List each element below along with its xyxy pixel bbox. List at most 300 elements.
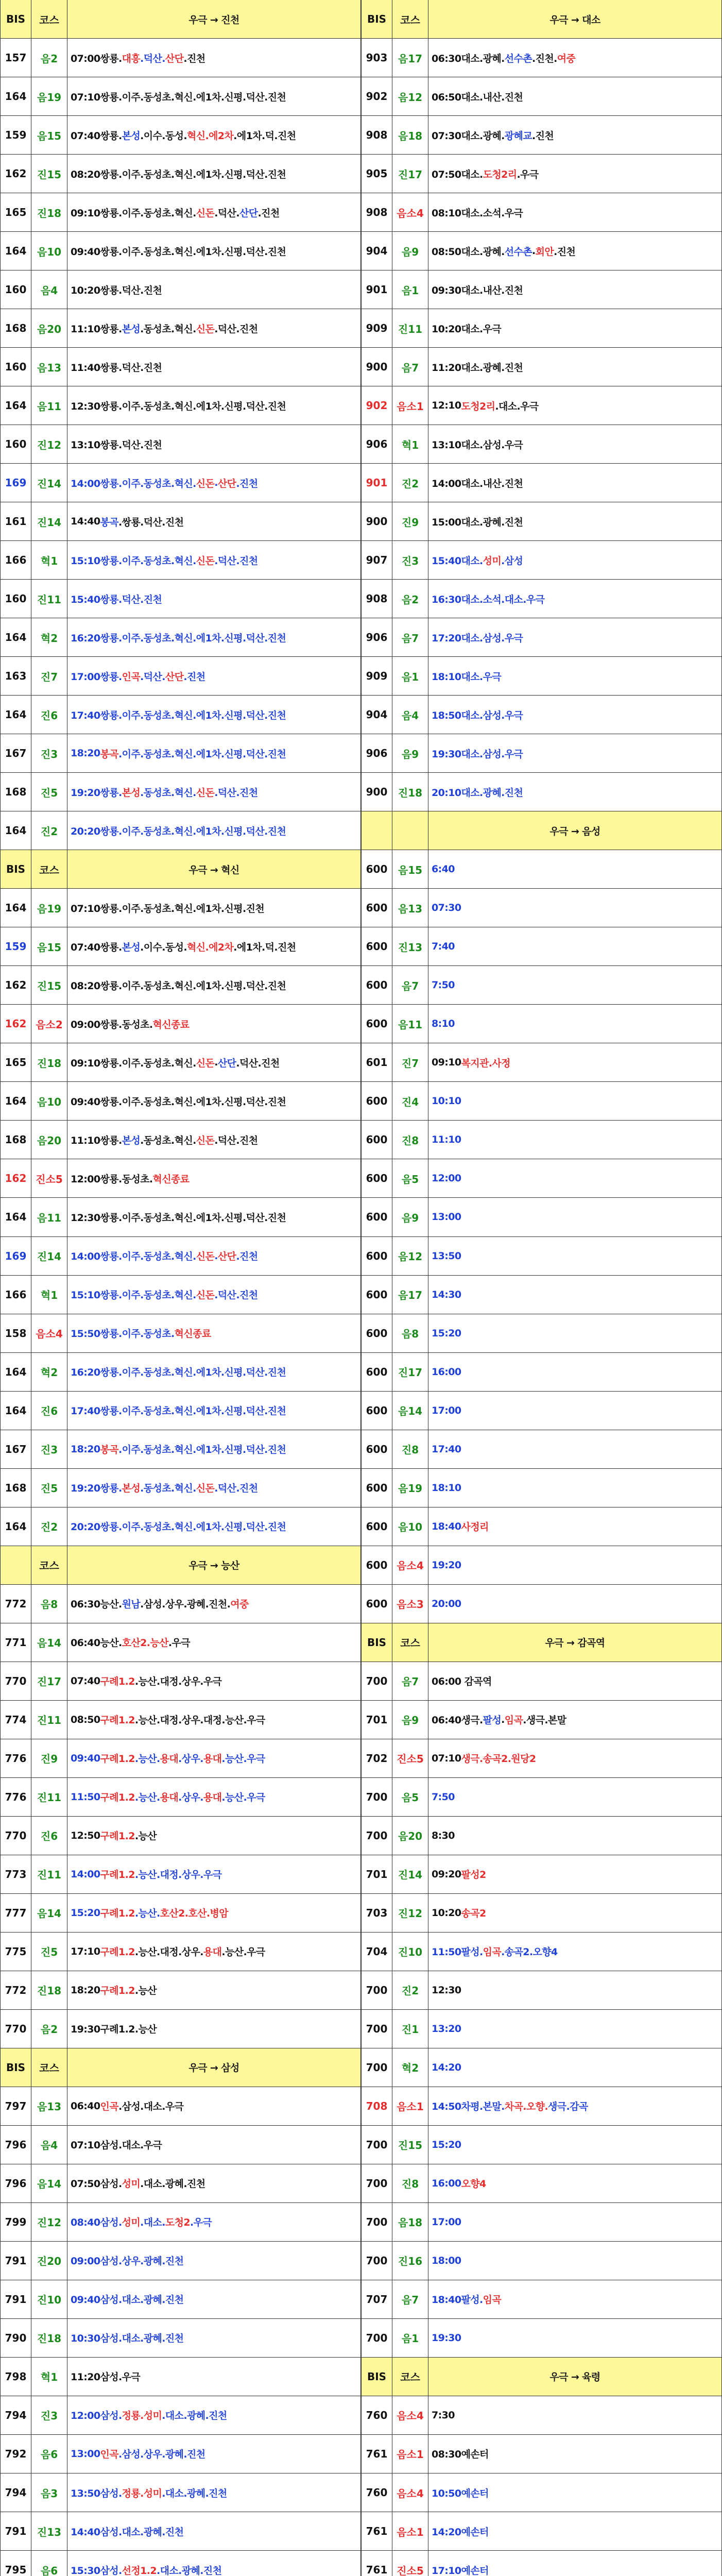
schedule-row bbox=[361, 1082, 722, 1121]
course-code: 음13 bbox=[31, 348, 67, 386]
route-segment: .능산.우극 bbox=[221, 1792, 265, 1804]
route-segment: 혁신.에2차 bbox=[187, 130, 234, 142]
section-route-title: 우극 → 대소 bbox=[428, 0, 722, 38]
header-course: 코스 bbox=[31, 1546, 67, 1584]
bus-number: 707 bbox=[361, 2280, 392, 2318]
route-segment: 대흥 bbox=[122, 53, 141, 64]
header-bis: BIS bbox=[361, 2358, 392, 2396]
bus-number: 164 bbox=[0, 696, 31, 734]
route-segment: 신돈 bbox=[196, 1290, 215, 1301]
route-segment: .우극 bbox=[517, 168, 539, 180]
bus-number: 797 bbox=[0, 2087, 31, 2125]
route-segment: 임곡 bbox=[483, 2294, 502, 2306]
bus-number: 796 bbox=[0, 2164, 31, 2202]
bus-number: 600 bbox=[361, 1507, 392, 1546]
schedule-row bbox=[0, 657, 361, 696]
bus-number: 770 bbox=[0, 2010, 31, 2048]
route-stops bbox=[428, 1314, 722, 1352]
route-stops bbox=[67, 1507, 361, 1546]
schedule-row bbox=[0, 502, 361, 541]
route-segment: 차곡.오향. bbox=[504, 2101, 548, 2113]
bus-number: 162 bbox=[0, 966, 31, 1004]
schedule-row bbox=[0, 1469, 361, 1507]
bus-number: 770 bbox=[0, 1817, 31, 1855]
course-code: 음8 bbox=[31, 1585, 67, 1623]
route-stops bbox=[428, 1971, 722, 2009]
course-code: 진8 bbox=[392, 2164, 428, 2202]
route-stops bbox=[67, 2551, 361, 2576]
section-route-title: 우극 → 삼성 bbox=[67, 2048, 361, 2087]
route-segment: 신돈 bbox=[196, 787, 215, 799]
bus-number: 600 bbox=[361, 850, 392, 888]
schedule-row bbox=[361, 1043, 722, 1082]
route-stops bbox=[67, 1623, 361, 1662]
route-stops bbox=[428, 1198, 722, 1236]
route-segment: 15:10쌍룡.이주.동성초.혁신. bbox=[71, 555, 196, 567]
course-code: 진6 bbox=[31, 1817, 67, 1855]
route-segment: .진천 bbox=[236, 478, 258, 489]
bus-number: 600 bbox=[361, 1276, 392, 1314]
route-segment: 구례1.2 bbox=[100, 1792, 135, 1804]
route-segment: 봉곡 bbox=[100, 748, 118, 760]
schedule-row bbox=[361, 1005, 722, 1043]
course-code: 진18 bbox=[31, 1971, 67, 2009]
route-segment: .덕산.진천 bbox=[214, 787, 258, 799]
bus-number: 600 bbox=[361, 1005, 392, 1043]
route-segment: 7:30 bbox=[432, 2409, 455, 2421]
route-segment: 임곡 bbox=[483, 1946, 502, 1958]
route-segment: 본성 bbox=[122, 1483, 141, 1495]
route-segment: .이주.동성초.혁신.에1차.신평.덕산.진천 bbox=[118, 1444, 286, 1456]
route-segment: .대소.광혜.진천 bbox=[162, 2487, 227, 2499]
route-segment: 07:30 bbox=[432, 902, 461, 914]
route-segment: .쌍룡.덕산.진천 bbox=[118, 516, 184, 528]
schedule-row bbox=[0, 155, 361, 193]
section-header bbox=[0, 2048, 361, 2087]
route-segment: 07:10 bbox=[432, 1752, 461, 1764]
schedule-row bbox=[0, 811, 361, 850]
course-code: 진9 bbox=[392, 502, 428, 540]
section-header bbox=[361, 1623, 722, 1662]
route-segment: 7:40 bbox=[432, 941, 455, 953]
route-stops bbox=[428, 1469, 722, 1507]
course-code: 음12 bbox=[392, 1237, 428, 1275]
schedule-row bbox=[361, 696, 722, 734]
route-stops bbox=[67, 2280, 361, 2318]
route-stops bbox=[67, 464, 361, 502]
route-segment: 본성 bbox=[122, 323, 141, 335]
route-segment: 17:00 bbox=[432, 1404, 461, 1416]
route-segment: 13:50 bbox=[432, 1250, 461, 1262]
header-course: 코스 bbox=[31, 0, 67, 38]
route-segment: 신돈 bbox=[196, 1251, 215, 1262]
route-segment: 06:40 bbox=[71, 2100, 100, 2112]
route-segment: .삼성.상우.광혜.진천 bbox=[118, 2449, 205, 2461]
route-segment: 복지관.사정 bbox=[461, 1057, 510, 1069]
schedule-row bbox=[361, 425, 722, 464]
route-stops bbox=[67, 2164, 361, 2202]
route-segment: 도청2 bbox=[165, 2217, 191, 2229]
route-segment: 17:00쌍룡. bbox=[71, 671, 122, 683]
route-segment: 07:10쌍룡.이주.동성초.혁신.에1차.신평.덕산.진천 bbox=[71, 91, 286, 103]
route-stops bbox=[67, 425, 361, 463]
schedule-row bbox=[361, 1237, 722, 1276]
schedule-row bbox=[0, 2280, 361, 2319]
route-segment: 용대 bbox=[203, 1753, 222, 1765]
route-segment: 혁신종료 bbox=[152, 1173, 190, 1185]
schedule-row bbox=[361, 502, 722, 541]
route-segment: 17:10예손터 bbox=[432, 2565, 489, 2576]
route-stops bbox=[67, 1159, 361, 1197]
bus-number: 168 bbox=[0, 309, 31, 347]
bus-number: 164 bbox=[0, 889, 31, 927]
schedule-row bbox=[0, 2358, 361, 2396]
route-segment: .이수.동성. bbox=[140, 941, 187, 953]
schedule-row bbox=[0, 1971, 361, 2010]
bus-number: 162 bbox=[0, 1005, 31, 1043]
schedule-row bbox=[361, 2396, 722, 2435]
schedule-row bbox=[361, 309, 722, 348]
route-segment: .덕산.진천 bbox=[214, 555, 258, 567]
schedule-row bbox=[0, 889, 361, 927]
bus-number: 165 bbox=[0, 1043, 31, 1081]
route-segment: . bbox=[501, 1714, 505, 1725]
route-stops bbox=[428, 1662, 722, 1700]
route-segment: .진천 bbox=[532, 130, 554, 142]
route-segment: 07:50대소. bbox=[432, 168, 483, 180]
route-stops bbox=[67, 1701, 361, 1739]
schedule-row bbox=[0, 1082, 361, 1121]
route-stops bbox=[67, 270, 361, 309]
bus-number: 160 bbox=[0, 425, 31, 463]
bus-number: 906 bbox=[361, 425, 392, 463]
route-segment: 15:20 bbox=[71, 1907, 100, 1919]
route-stops bbox=[428, 270, 722, 309]
bus-number: 157 bbox=[0, 39, 31, 77]
schedule-row bbox=[361, 966, 722, 1005]
route-segment: .능산. bbox=[134, 1792, 160, 1804]
route-segment: .삼성 bbox=[501, 555, 523, 567]
route-stops bbox=[428, 1585, 722, 1623]
schedule-row bbox=[361, 734, 722, 773]
course-code: 진18 bbox=[392, 773, 428, 811]
schedule-row bbox=[361, 464, 722, 502]
section-route-title: 우극 → 육령 bbox=[428, 2358, 722, 2396]
schedule-row bbox=[0, 1701, 361, 1739]
bus-number: 700 bbox=[361, 1971, 392, 2009]
course-code: 음7 bbox=[392, 1662, 428, 1700]
schedule-row bbox=[361, 580, 722, 618]
route-segment: 산단 bbox=[217, 478, 236, 489]
bus-number: 902 bbox=[361, 77, 392, 115]
bus-number: 792 bbox=[0, 2435, 31, 2473]
schedule-row bbox=[0, 618, 361, 657]
route-segment: 봉곡 bbox=[100, 1444, 118, 1456]
course-code: 진5 bbox=[31, 773, 67, 811]
route-stops bbox=[428, 541, 722, 579]
schedule-row bbox=[361, 1469, 722, 1507]
bus-number: 600 bbox=[361, 1159, 392, 1197]
route-segment: 08:10대소.소석.우극 bbox=[432, 207, 523, 219]
course-code: 음소4 bbox=[392, 193, 428, 231]
bus-number: 159 bbox=[0, 927, 31, 965]
course-code: 음소1 bbox=[392, 2087, 428, 2125]
route-segment: 13:00 bbox=[432, 1211, 461, 1223]
route-segment: 18:40팔성. bbox=[432, 2294, 483, 2306]
bus-number: 700 bbox=[361, 2242, 392, 2280]
schedule-row bbox=[0, 1778, 361, 1817]
course-code: 음2 bbox=[392, 580, 428, 618]
route-segment: 산단 bbox=[239, 207, 258, 219]
section-route-title: 우극 → 진천 bbox=[67, 0, 361, 38]
route-segment: 구례1.2 bbox=[100, 1676, 135, 1688]
route-stops bbox=[67, 657, 361, 695]
schedule-row bbox=[0, 1043, 361, 1082]
section-header bbox=[0, 850, 361, 889]
route-segment: 19:20쌍룡. bbox=[71, 1483, 122, 1495]
route-segment: .삼성.대소.우극 bbox=[118, 2101, 184, 2113]
bus-number: 600 bbox=[361, 1237, 392, 1275]
bus-number: 164 bbox=[0, 232, 31, 270]
route-segment: 용대 bbox=[203, 1792, 222, 1804]
route-segment: 산단 bbox=[165, 671, 184, 683]
route-segment: 16:30대소.소석.대소.우극 bbox=[432, 594, 545, 605]
course-code: 진17 bbox=[392, 155, 428, 193]
course-code: 진8 bbox=[392, 1121, 428, 1159]
route-segment: 10:10 bbox=[432, 1095, 461, 1107]
schedule-row bbox=[0, 464, 361, 502]
route-stops bbox=[67, 1353, 361, 1391]
route-segment: 06:40생극. bbox=[432, 1715, 483, 1726]
bus-number: 168 bbox=[0, 1121, 31, 1159]
route-segment: 16:20쌍룡.이주.동성초.혁신.에1차.신평.덕산.진천 bbox=[71, 1367, 286, 1379]
route-stops bbox=[67, 1469, 361, 1507]
schedule-row bbox=[361, 155, 722, 193]
course-code: 혁1 bbox=[31, 2358, 67, 2396]
route-segment: 선수촌 bbox=[504, 246, 532, 258]
course-code: 진2 bbox=[31, 1507, 67, 1546]
route-segment: 본성 bbox=[122, 1134, 141, 1146]
route-segment: 12:10 bbox=[432, 400, 461, 412]
course-code: 진14 bbox=[31, 464, 67, 502]
bus-number: 775 bbox=[0, 1933, 31, 1971]
route-stops bbox=[67, 1933, 361, 1971]
bus-number: 772 bbox=[0, 1585, 31, 1623]
route-segment: . bbox=[532, 245, 536, 257]
route-segment: 07:40쌍룡. bbox=[71, 941, 122, 953]
route-segment: 08:20쌍룡.이주.동성초.혁신.에1차.신평.덕산.진천 bbox=[71, 980, 286, 992]
bus-number: 167 bbox=[0, 1430, 31, 1468]
schedule-row bbox=[361, 1894, 722, 1933]
course-code: 음소4 bbox=[392, 2473, 428, 2512]
route-stops bbox=[428, 1701, 722, 1739]
route-stops bbox=[67, 2473, 361, 2512]
route-segment: 14:30 bbox=[432, 1289, 461, 1300]
route-stops bbox=[428, 734, 722, 772]
schedule-row bbox=[0, 2435, 361, 2473]
course-code: 음9 bbox=[392, 1198, 428, 1236]
route-stops bbox=[428, 502, 722, 540]
section-header bbox=[0, 1546, 361, 1585]
course-code: 진5 bbox=[31, 1469, 67, 1507]
bus-number: 159 bbox=[0, 116, 31, 154]
schedule-row bbox=[361, 193, 722, 232]
header-course bbox=[392, 811, 428, 850]
route-stops bbox=[67, 193, 361, 231]
bus-number: 168 bbox=[0, 773, 31, 811]
course-code: 음9 bbox=[392, 734, 428, 772]
route-segment: 09:10 bbox=[432, 1057, 461, 1069]
route-segment: 송곡2 bbox=[461, 1908, 486, 1920]
bus-number: 900 bbox=[361, 773, 392, 811]
route-segment: 봉곡 bbox=[100, 516, 118, 528]
course-code: 혁1 bbox=[31, 541, 67, 579]
bus-number: 908 bbox=[361, 116, 392, 154]
bus-number: 761 bbox=[361, 2435, 392, 2473]
course-code: 진11 bbox=[31, 1855, 67, 1893]
route-stops bbox=[428, 1353, 722, 1391]
bus-number: 700 bbox=[361, 1662, 392, 1700]
course-code: 진16 bbox=[392, 2242, 428, 2280]
header-course: 코스 bbox=[31, 2048, 67, 2087]
schedule-row bbox=[361, 232, 722, 270]
route-stops bbox=[67, 927, 361, 965]
course-code: 진18 bbox=[31, 193, 67, 231]
bus-number: 774 bbox=[0, 1701, 31, 1739]
course-code: 진6 bbox=[31, 696, 67, 734]
route-segment: .동성초.혁신. bbox=[140, 1483, 196, 1495]
route-stops bbox=[67, 2010, 361, 2048]
schedule-row bbox=[0, 77, 361, 116]
route-segment: .덕산.진천 bbox=[214, 1290, 258, 1301]
route-segment: 15:20 bbox=[432, 1327, 461, 1339]
bus-number: 164 bbox=[0, 1392, 31, 1430]
route-stops bbox=[428, 116, 722, 154]
course-code: 진10 bbox=[392, 1933, 428, 1971]
route-stops bbox=[67, 39, 361, 77]
route-stops bbox=[67, 889, 361, 927]
course-code: 진17 bbox=[392, 1353, 428, 1391]
bus-number: 700 bbox=[361, 2126, 392, 2164]
schedule-row bbox=[0, 1314, 361, 1353]
route-segment: 8:10 bbox=[432, 1018, 455, 1030]
course-code: 음8 bbox=[392, 1314, 428, 1352]
schedule-row bbox=[361, 1353, 722, 1392]
route-segment: 09:40쌍룡.이주.동성초.혁신.에1차.신평.덕산.진천 bbox=[71, 1096, 286, 1108]
section-route-title: 우극 → 감곡역 bbox=[428, 1623, 722, 1662]
schedule-row bbox=[0, 386, 361, 425]
schedule-row bbox=[361, 2126, 722, 2164]
route-stops bbox=[428, 2126, 722, 2164]
bus-number: 600 bbox=[361, 1198, 392, 1236]
course-code: 진12 bbox=[392, 1894, 428, 1932]
route-segment: 11:10쌍룡. bbox=[71, 323, 122, 335]
course-code: 음11 bbox=[392, 1005, 428, 1043]
route-segment: .에1차.덕.진천 bbox=[233, 130, 296, 142]
course-code: 진3 bbox=[31, 2396, 67, 2434]
route-segment: 성미 bbox=[122, 2178, 141, 2190]
course-code: 혁1 bbox=[31, 1276, 67, 1314]
route-segment: 06:30능산. bbox=[71, 1599, 122, 1611]
route-stops bbox=[428, 2280, 722, 2318]
course-code: 음10 bbox=[31, 1082, 67, 1120]
route-segment: .덕산.진천 bbox=[214, 323, 258, 335]
route-segment: 06:00 감곡역 bbox=[432, 1676, 492, 1688]
route-stops bbox=[428, 966, 722, 1004]
route-segment: .능산 bbox=[134, 1831, 157, 1842]
route-segment: 15:50쌍룡.이주.동성초. bbox=[71, 1328, 175, 1340]
course-code: 진4 bbox=[392, 1082, 428, 1120]
header-bis bbox=[361, 811, 392, 850]
schedule-row bbox=[0, 1159, 361, 1198]
schedule-row bbox=[361, 1662, 722, 1701]
bus-number: 771 bbox=[0, 1623, 31, 1662]
route-segment: 10:20 bbox=[432, 1907, 461, 1919]
schedule-row bbox=[361, 2551, 722, 2576]
route-segment: 09:30대소.내산.진천 bbox=[432, 284, 523, 296]
course-code: 음1 bbox=[392, 657, 428, 695]
schedule-row bbox=[0, 1855, 361, 1894]
schedule-row bbox=[361, 1739, 722, 1778]
course-code: 음15 bbox=[31, 927, 67, 965]
route-stops bbox=[67, 1237, 361, 1275]
course-code: 진3 bbox=[31, 1430, 67, 1468]
schedule-row bbox=[0, 1507, 361, 1546]
route-segment: 08:40삼성. bbox=[71, 2217, 122, 2229]
course-code: 음6 bbox=[31, 2551, 67, 2576]
bus-number: 160 bbox=[0, 580, 31, 618]
schedule-row bbox=[0, 2551, 361, 2576]
schedule-row bbox=[361, 270, 722, 309]
route-segment: 17:40쌍룡.이주.동성초.혁신.에1차.신평.덕산.진천 bbox=[71, 1405, 286, 1417]
route-segment: 7:50 bbox=[432, 1791, 455, 1803]
course-code: 음9 bbox=[392, 232, 428, 270]
route-stops bbox=[428, 2473, 722, 2512]
bus-number: 161 bbox=[0, 502, 31, 540]
route-segment: 오향4 bbox=[461, 2178, 486, 2190]
schedule-row bbox=[361, 2435, 722, 2473]
route-stops bbox=[67, 1971, 361, 2009]
course-code: 음20 bbox=[31, 1121, 67, 1159]
route-segment: 09:10쌍룡.이주.동성초.혁신. bbox=[71, 207, 196, 219]
route-segment: 16:00 bbox=[432, 2177, 461, 2189]
course-code: 진11 bbox=[31, 580, 67, 618]
route-segment: 임곡 bbox=[504, 1715, 523, 1726]
course-code: 음4 bbox=[31, 2126, 67, 2164]
bus-number: 600 bbox=[361, 1082, 392, 1120]
route-segment: 19:30구례1.2.능산 bbox=[71, 2024, 157, 2036]
route-stops bbox=[67, 155, 361, 193]
schedule-row bbox=[0, 270, 361, 309]
course-code: 음5 bbox=[392, 1159, 428, 1197]
schedule-row bbox=[0, 1121, 361, 1159]
route-segment: .덕산.진천 bbox=[214, 1134, 258, 1146]
route-stops bbox=[428, 1739, 722, 1777]
route-segment: 구례1.2 bbox=[100, 1753, 135, 1765]
bus-number: 165 bbox=[0, 193, 31, 231]
bus-number: 160 bbox=[0, 348, 31, 386]
course-code: 진14 bbox=[31, 1237, 67, 1275]
course-code: 음7 bbox=[392, 348, 428, 386]
bus-number: 791 bbox=[0, 2280, 31, 2318]
header-course: 코스 bbox=[392, 1623, 428, 1662]
course-code: 진10 bbox=[31, 2280, 67, 2318]
route-segment: 07:40쌍룡. bbox=[71, 130, 122, 142]
route-segment: 신돈 bbox=[196, 1134, 215, 1146]
route-segment: .덕산. bbox=[140, 671, 165, 683]
course-code: 음13 bbox=[392, 889, 428, 927]
course-code: 음소1 bbox=[392, 2435, 428, 2473]
